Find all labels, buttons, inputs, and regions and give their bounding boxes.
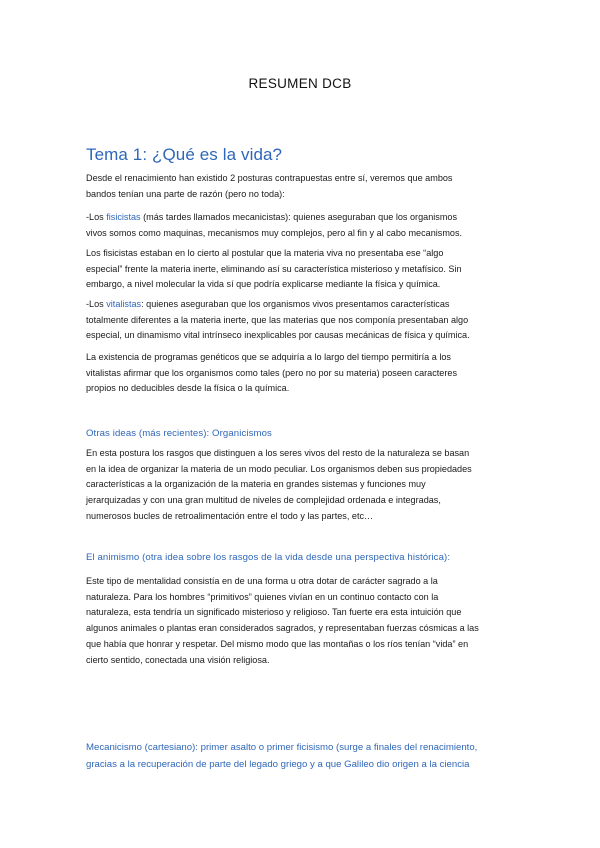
- text-line: en la idea de organizar la materia de un modo peculiar. Los organismos deben sus propiedades: [86, 463, 472, 474]
- text-line: especial” frente la materia inerte, eliminando así su característica misterioso y metafísico. Sin: [86, 263, 462, 274]
- text-line: embargo, a nivel molecular la vida sí que podría explicarse mediante la física y química.: [86, 279, 441, 290]
- text-line: vivos somos como maquinas, mecanismos muy complejos, pero al fin y al cabo mecanismos.: [86, 227, 463, 238]
- text-line: cierto sentido, conectada una visión religiosa.: [86, 654, 270, 665]
- document-title: RESUMEN DCB: [248, 76, 352, 91]
- animismo-paragraph: [86, 574, 516, 668]
- text-line: La existencia de programas genéticos que se adquiría a lo largo del tiempo permitiría a los: [86, 352, 451, 362]
- genetics-paragraph: [86, 350, 516, 397]
- text-line: gracias a la recuperación de parte del legado griego y a que Galileo dio origen a la ciencia: [86, 759, 470, 770]
- text-line: [86, 210, 516, 226]
- text-line: naturaleza. Para los hombres “primitivos” quienes vivían en un continuo contacto con la: [86, 591, 439, 602]
- text-line: algunos animales o plantas eran considerados sagrados, y representaban fuerzas cósmicas a las: [86, 623, 479, 634]
- text-line: que había que honrar y respetar. Del mismo modo que las montañas o los ríos tenían “vida” en: [86, 638, 469, 649]
- text-line: Este tipo de mentalidad consistía en de una forma u otra dotar de carácter sagrado a la: [86, 576, 438, 586]
- fisicistas-note-paragraph: [86, 246, 516, 293]
- heading-animismo: El animismo (otra idea sobre los rasgos de la vida desde una perspectiva histórica):: [86, 552, 451, 563]
- text-line: bandos tenían una parte de razón (pero no toda):: [86, 188, 285, 199]
- text-fragment: (más tardes llamados mecanicistas): quienes aseguraban que los organismos: [140, 212, 457, 222]
- text-line: [86, 297, 516, 313]
- text-fragment: : quienes aseguraban que los organismos vivos presentamos características: [141, 299, 450, 309]
- text-line: Los fisicistas estaban en lo cierto al postular que la materia viva no presentaba ese “algo: [86, 248, 444, 258]
- text-line: vitalistas afirmar que los organismos como tales (pero no por su materia) poseen caracteres: [86, 367, 457, 378]
- term-fisicistas: fisicistas: [106, 212, 141, 222]
- text-line: especial, un dinamismo vital intrínseco inexplicables por causas mecánicas de física y química.: [86, 330, 470, 341]
- text-line: Desde el renacimiento han existido 2 posturas contrapuestas entre sí, veremos que ambos: [86, 173, 453, 183]
- text-line: naturaleza, esta tendría un significado misterioso y religioso. Tan fuerte era esta intuición que: [86, 607, 462, 618]
- term-vitalistas: vitalistas: [106, 299, 142, 309]
- text-line: propios no deducibles desde la física o la química.: [86, 383, 290, 394]
- vitalistas-paragraph: [86, 297, 516, 344]
- heading-organicismos: Otras ideas (más recientes): Organicismos: [86, 428, 272, 439]
- organicismos-paragraph: [86, 446, 516, 525]
- bullet-prefix: -Los: [86, 212, 107, 222]
- text-line: numerosos bucles de retroalimentación entre el todo y las partes, etc…: [86, 510, 374, 521]
- bullet-prefix: -Los: [86, 299, 107, 309]
- fisicistas-paragraph: [86, 210, 516, 241]
- text-line: características a la organización de la materia en grandes sistemas y funciones muy: [86, 479, 426, 490]
- text-line: jerarquizadas y con una gran multitud de niveles de complejidad ordenada e integradas,: [86, 495, 441, 506]
- text-line: totalmente diferentes a la materia inerte, que las materias que nos componía presentaban algo: [86, 314, 469, 325]
- text-line: En esta postura los rasgos que distinguen a los seres vivos del resto de la naturaleza se basan: [86, 448, 470, 458]
- text-line: Mecanicismo (cartesiano): primer asalto o primer ficisismo (surge a finales del renacimiento,: [86, 742, 478, 753]
- heading-tema-1: Tema 1: ¿Qué es la vida?: [86, 145, 283, 164]
- heading-mecanicismo: [86, 739, 516, 773]
- intro-paragraph: [86, 171, 516, 202]
